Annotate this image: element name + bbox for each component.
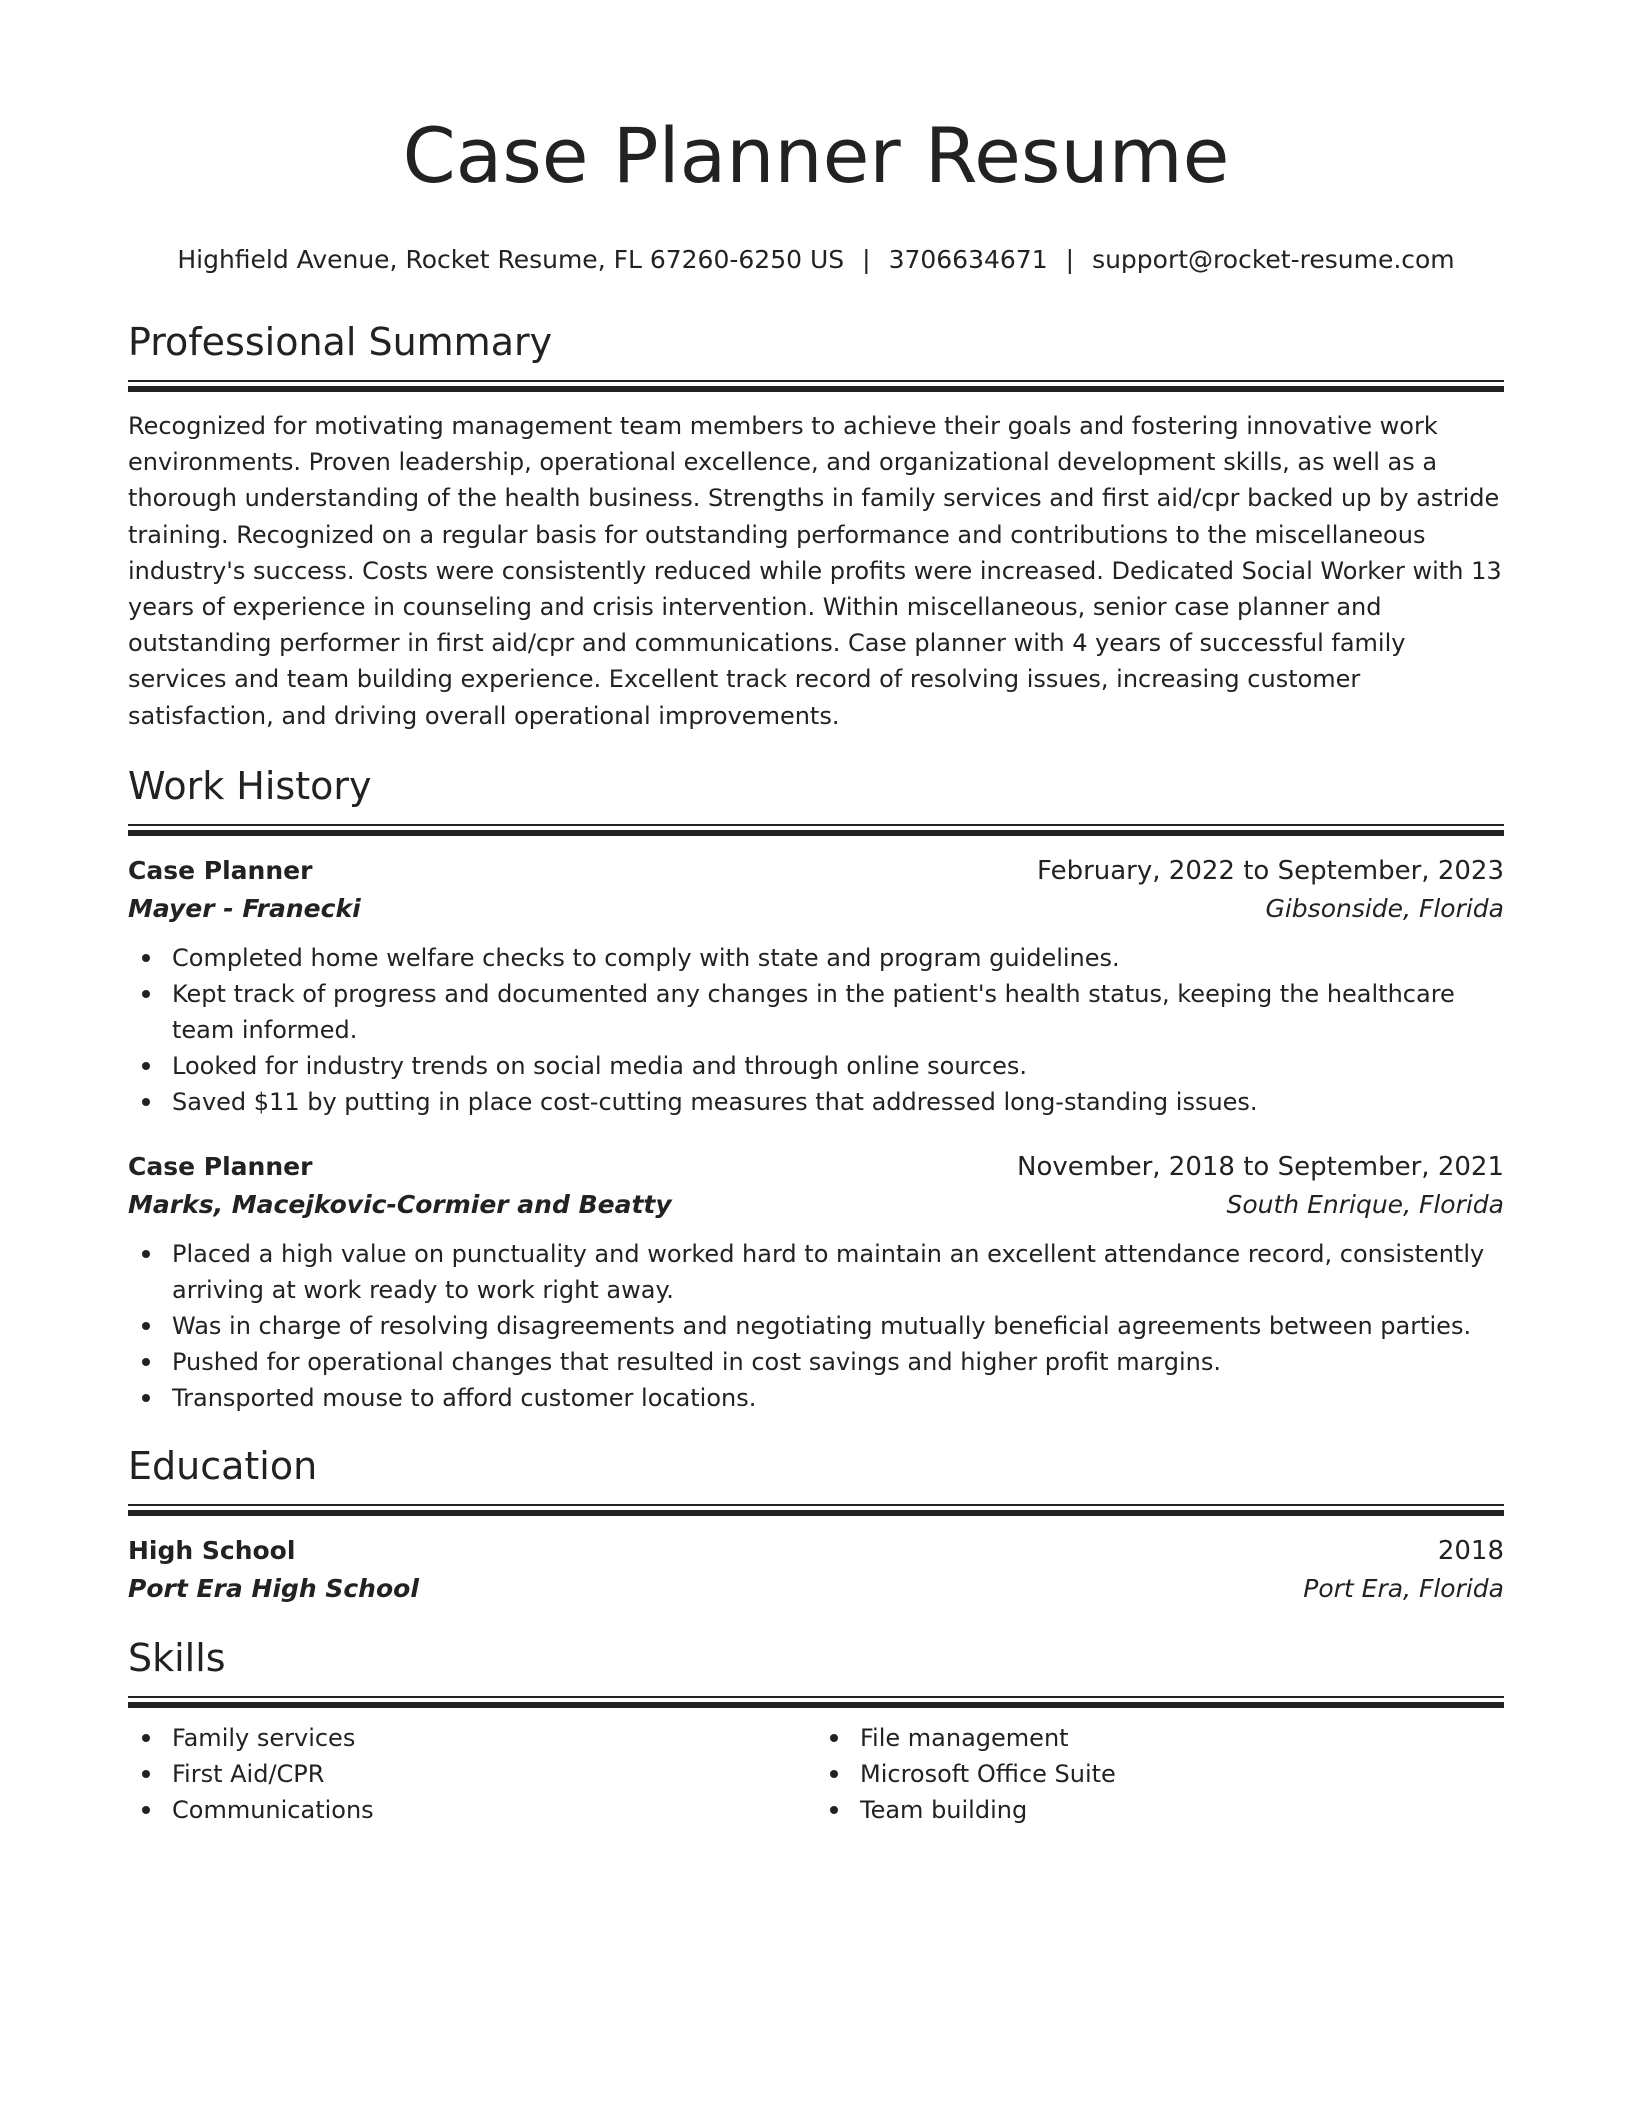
job-location: Gibsonside, Florida	[1265, 893, 1504, 923]
skill-item: Family services	[128, 1720, 816, 1756]
contact-line	[128, 240, 1504, 280]
contact-phone: 3706634671	[888, 245, 1048, 274]
job-entry	[128, 852, 1504, 1120]
section-title-summary: Professional Summary	[128, 320, 553, 364]
contact-email: support@rocket-resume.com	[1092, 245, 1455, 274]
education-degree: High School	[128, 1535, 296, 1565]
resume-name: Case Planner Resume	[402, 111, 1230, 200]
job-company: Marks, Macejkovic-Cormier and Beatty	[128, 1189, 672, 1219]
education-header	[128, 1532, 1504, 1570]
skill-item: First Aid/CPR	[128, 1756, 816, 1792]
job-bullet: Placed a high value on punctuality and worked hard to maintain an excellent attendance record, consistently arriving at work ready to work right away.	[128, 1236, 1504, 1308]
resume-page	[128, 111, 1504, 1828]
skills-columns	[128, 1720, 1504, 1828]
job-company: Mayer - Franecki	[128, 893, 361, 923]
contact-separator: |	[1065, 245, 1075, 274]
job-bullet: Kept track of progress and documented any changes in the patient's health status, keeping the healthcare team informed.	[128, 976, 1504, 1048]
summary-section	[128, 318, 1504, 734]
section-divider	[128, 824, 1504, 836]
contact-address: Highfield Avenue, Rocket Resume, FL 67260-6250 US	[177, 245, 845, 274]
section-divider	[128, 1504, 1504, 1516]
job-bullet: Saved $11 by putting in place cost-cutting measures that addressed long-standing issues.	[128, 1084, 1504, 1120]
education-entry	[128, 1532, 1504, 1608]
education-school: Port Era High School	[128, 1573, 419, 1603]
job-location: South Enrique, Florida	[1226, 1189, 1504, 1219]
skill-item: Microsoft Office Suite	[816, 1756, 1504, 1792]
section-divider	[128, 1696, 1504, 1708]
work-section	[128, 762, 1504, 1416]
job-bullet: Transported mouse to afford customer locations.	[128, 1380, 1504, 1416]
contact-separator: |	[862, 245, 871, 274]
job-entry	[128, 1148, 1504, 1416]
job-bullet: Completed home welfare checks to comply with state and program guidelines.	[128, 940, 1504, 976]
job-dates: November, 2018 to September, 2021	[1017, 1151, 1504, 1182]
skills-section	[128, 1634, 1504, 1828]
job-title: Case Planner	[128, 1151, 313, 1181]
section-title-work: Work History	[128, 763, 372, 808]
job-bullets	[128, 1236, 1504, 1416]
section-title-education: Education	[128, 1443, 318, 1488]
job-header	[128, 852, 1504, 890]
education-subheader	[128, 1570, 1504, 1608]
education-location: Port Era, Florida	[1303, 1573, 1504, 1603]
job-title: Case Planner	[128, 855, 313, 885]
job-bullet: Pushed for operational changes that resulted in cost savings and higher profit margins.	[128, 1344, 1504, 1380]
section-divider	[128, 380, 1504, 392]
job-dates: February, 2022 to September, 2023	[1037, 855, 1504, 886]
education-section	[128, 1442, 1504, 1608]
job-subheader	[128, 1186, 1504, 1224]
skill-item: Team building	[816, 1792, 1504, 1828]
summary-text: Recognized for motivating management team members to achieve their goals and fostering innovative work environments. Proven leadership, operational excellence, and organizational development skills, as well as a thorough understanding of the health business. Strengths in family services and first aid/cpr backed up by astride training. Recognized on a regular basis for outstanding performance and contributions to the miscellaneous industry's success. Costs were consistently reduced while profits were increased. Dedicated Social Worker with 13 years of experience in counseling and crisis intervention. Within miscellaneous, senior case planner and outstanding performer in first aid/cpr and communications. Case planner with 4 years of successful family services and team building experience. Excellent track record of resolving issues, increasing customer satisfaction, and driving overall operational improvements.	[128, 412, 1502, 730]
job-header	[128, 1148, 1504, 1186]
skill-item: Communications	[128, 1792, 816, 1828]
education-year: 2018	[1437, 1535, 1504, 1566]
job-bullet: Was in charge of resolving disagreements and negotiating mutually beneficial agreements between parties.	[128, 1308, 1504, 1344]
job-subheader	[128, 890, 1504, 928]
skills-column-right	[816, 1720, 1504, 1828]
job-bullets	[128, 940, 1504, 1120]
section-title-skills: Skills	[128, 1635, 226, 1680]
skills-column-left	[128, 1720, 816, 1828]
skill-item: File management	[816, 1720, 1504, 1756]
job-bullet: Looked for industry trends on social media and through online sources.	[128, 1048, 1504, 1084]
